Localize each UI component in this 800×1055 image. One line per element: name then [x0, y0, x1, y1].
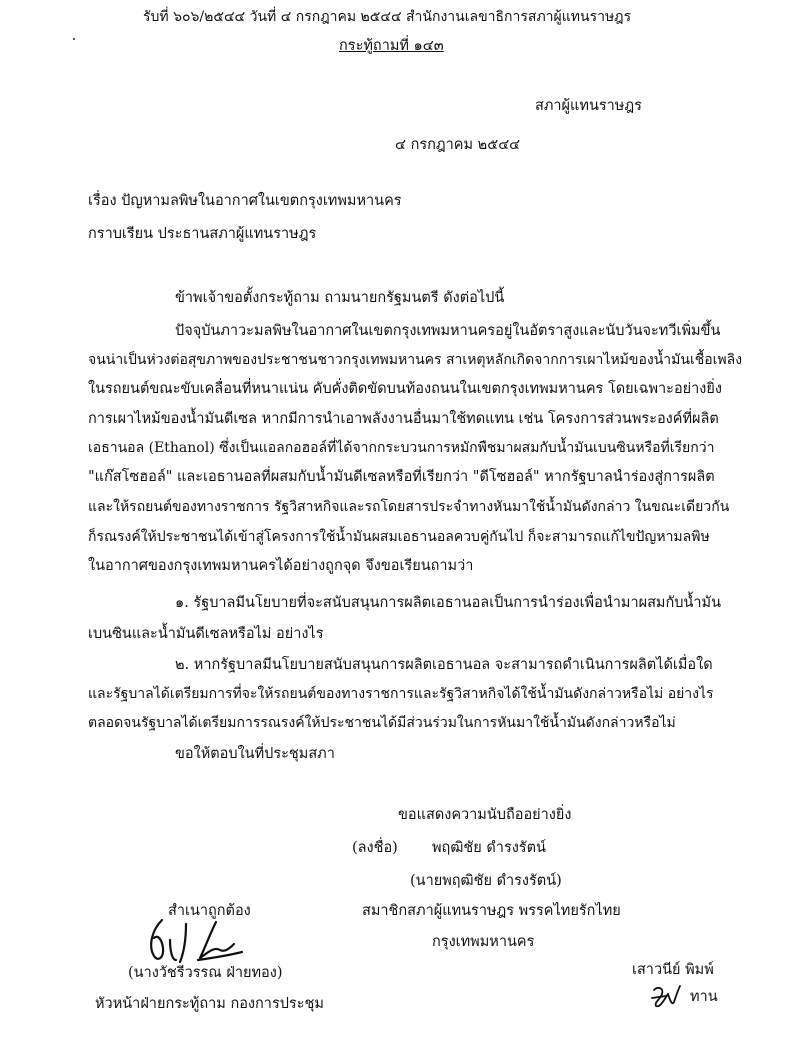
question-2-line: และรัฐบาลได้เตรียมการที่จะให้รถยนต์ของทางราชการและรัฐวิสาหกิจได้ใช้น้ำมันดังกล่าวหรือไม่ อย่างไร [88, 686, 714, 702]
letter-organization: สภาผู้แทนราษฎร [535, 98, 642, 114]
handwritten-signature [140, 914, 250, 966]
question-number: กระทู้ถามที่ ๑๔๓ [339, 38, 444, 54]
question-1-line: เบนซินและน้ำมันดีเซลหรือไม่ อย่างไร [88, 626, 324, 642]
body-line: ปัจจุบันภาวะมลพิษในอากาศในเขตกรุงเทพมหานครอยู่ในอัตราสูงและนับวันจะทวีเพิ่มขึ้น [175, 323, 721, 339]
certified-name: (นางวัชรีวรรณ ฝ่ายทอง) [128, 965, 283, 981]
signed-label: (ลงชื่อ) [352, 840, 398, 856]
signer-province: กรุงเทพมหานคร [432, 934, 535, 950]
body-line: "แก๊สโซฮอล์" และเอธานอลที่ผสมกับน้ำมันดีเซลหรือที่เรียกว่า "ดีโซฮอล์" หากรัฐบาลนำร่องสู่การผลิต [88, 469, 715, 485]
checker-initials [650, 984, 686, 1008]
certified-label: สำเนาถูกต้อง [168, 903, 251, 919]
signed-name: พฤฒิชัย ดำรงรัตน์ [432, 840, 546, 856]
question-2-line: ตลอดจนรัฐบาลได้เตรียมการรณรงค์ให้ประชาชนได้มีส่วนร่วมในการหันมาใช้น้ำมันดังกล่าวหรือไม่ [88, 715, 676, 731]
body-line: การเผาไหม้ของน้ำมันดีเซล หากมีการนำเอาพลังงานอื่นมาใช้ทดแทน เช่น โครงการส่วนพระองค์ที่ผลิต [88, 411, 719, 427]
checked-label: ทาน [690, 989, 718, 1005]
signer-position: สมาชิกสภาผู้แทนราษฎร พรรคไทยรักไทย [362, 903, 621, 919]
receipt-stamp-line: รับที่ ๖๐๖/๒๕๔๔ วันที่ ๔ กรกฎาคม ๒๕๔๔ สำนักงานเลขาธิการสภาผู้แทนราษฎร [143, 9, 632, 25]
body-line: ก็รณรงค์ให้ประชาชนได้เข้าสู่โครงการใช้น้ำมันผสมเอธานอลควบคู่กันไป ก็จะสามารถแก้ไขปัญหามลพิษ [88, 529, 710, 545]
closing-text: ขอแสดงความนับถืออย่างยิ่ง [398, 807, 572, 823]
letter-salutation: กราบเรียน ประธานสภาผู้แทนราษฎร [88, 226, 317, 242]
body-line: ในรถยนต์ขณะขับเคลื่อนที่หนาแน่น คับคั่งติดขัดบนท้องถนนในเขตกรุงเทพมหานคร โดยเฉพาะอย่างยิ่ง [88, 381, 722, 397]
scan-speck [73, 38, 75, 40]
question-1-line: ๑. รัฐบาลมีนโยบายที่จะสนับสนุนการผลิตเอธานอลเป็นการนำร่องเพื่อนำมาผสมกับน้ำมัน [175, 595, 721, 611]
letter-subject: เรื่อง ปัญหามลพิษในอากาศในเขตกรุงเทพมหานคร [88, 193, 402, 209]
certified-title: หัวหน้าฝ่ายกระทู้ถาม กองการประชุม [95, 996, 324, 1012]
answer-request: ขอให้ตอบในที่ประชุมสภา [175, 746, 335, 762]
body-line: และให้รถยนต์ของทางราชการ รัฐวิสาหกิจและรถโดยสารประจำทางหันมาใช้น้ำมันดังกล่าว ในขณะเดียวกัน [88, 499, 730, 515]
question-2-line: ๒. หากรัฐบาลมีนโยบายสนับสนุนการผลิตเอธานอล จะสามารถดำเนินการผลิตได้เมื่อใด [175, 657, 713, 673]
body-line: ในอากาศของกรุงเทพมหานครได้อย่างถูกจุด จึงขอเรียนถามว่า [88, 558, 474, 574]
typist-label: เสาวนีย์ พิมพ์ [632, 962, 714, 978]
body-line: เอธานอล (Ethanol) ซึ่งเป็นแอลกอฮอล์ที่ได้จากกระบวนการหมักพืชมาผสมกับน้ำมันเบนซินหรือที่เรียกว่า [88, 440, 715, 456]
body-line: จนน่าเป็นห่วงต่อสุขภาพของประชาชนชาวกรุงเทพมหานคร สาเหตุหลักเกิดจากการเผาไหม้ของน้ำมันเชื้อเพลิง [88, 352, 743, 368]
signer-name: (นายพฤฒิชัย ดำรงรัตน์) [410, 873, 562, 889]
letter-date: ๔ กรกฎาคม ๒๕๔๔ [395, 137, 521, 153]
letter-intro: ข้าพเจ้าขอตั้งกระทู้ถาม ถามนายกรัฐมนตรี ดังต่อไปนี้ [175, 290, 505, 306]
